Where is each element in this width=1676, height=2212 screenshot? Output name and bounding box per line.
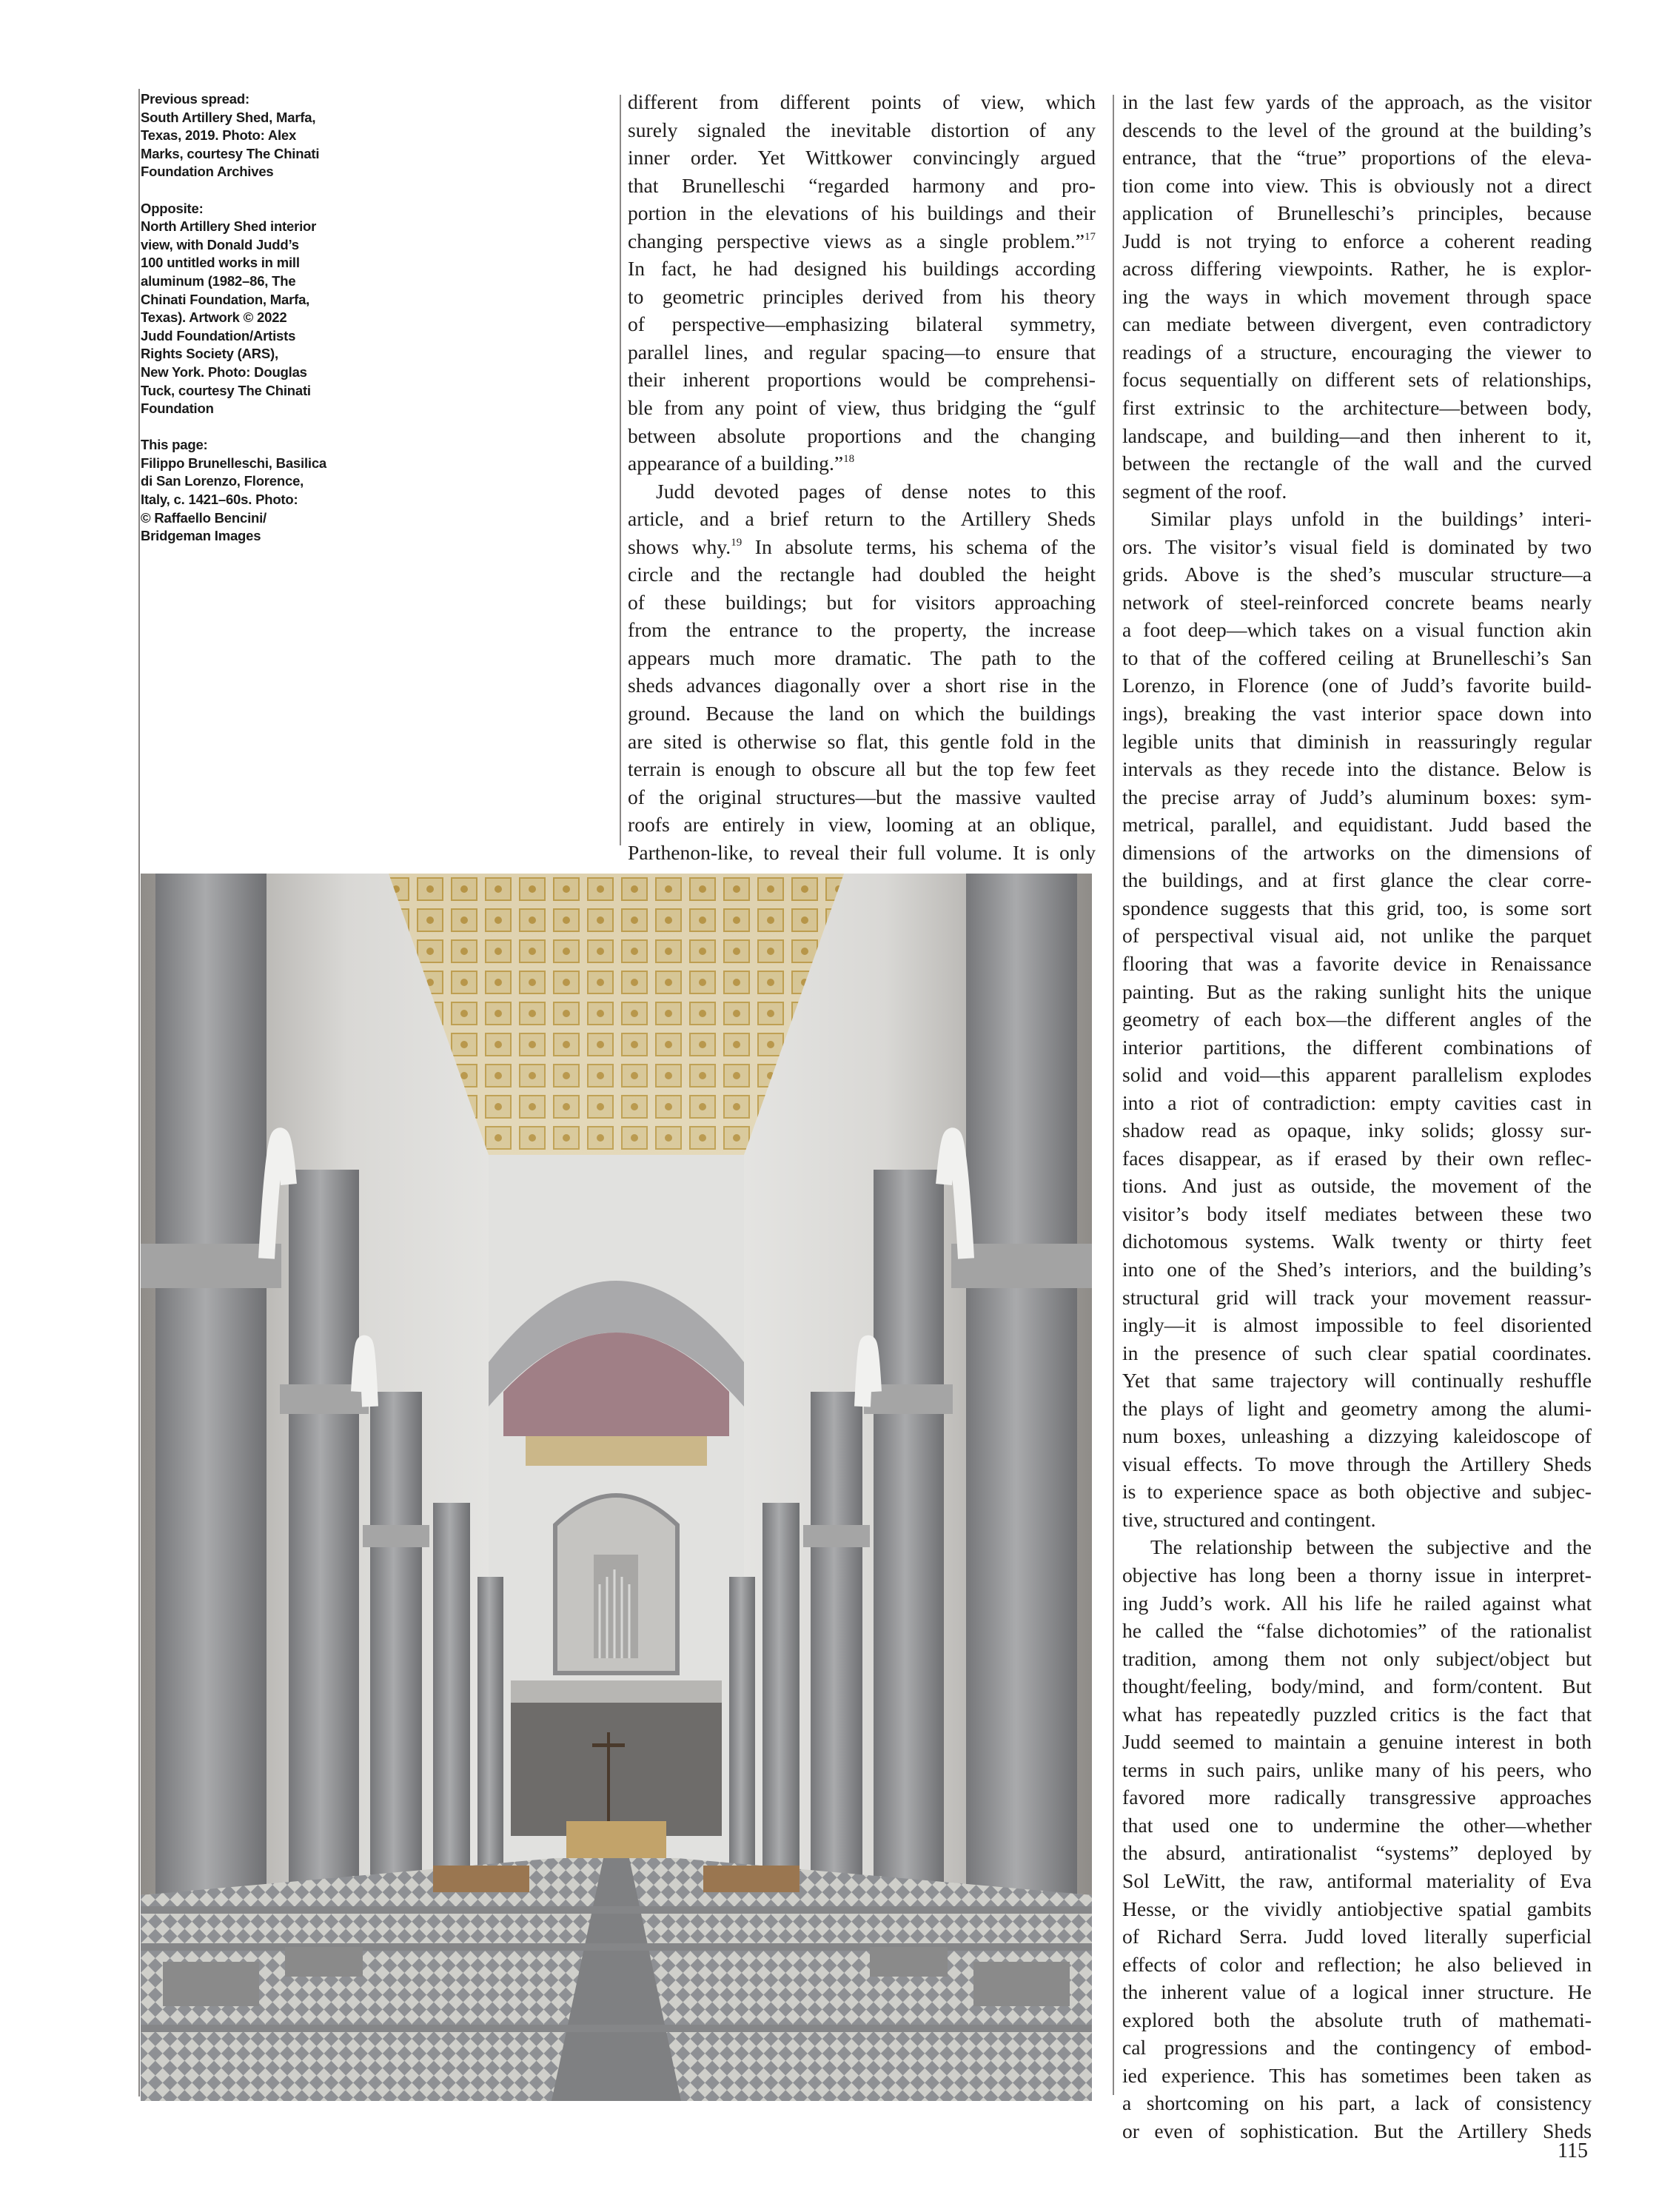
text-line [1122, 1728, 1592, 1756]
text-line-content: ied experience. This has sometimes been taken as [1122, 2063, 1592, 2087]
text-line [1122, 811, 1592, 839]
text-line [1122, 1951, 1592, 1979]
basilica-photo [141, 874, 1092, 2101]
text-line [1122, 950, 1592, 978]
text-line-content: segment of the roof. [1122, 479, 1287, 503]
text-line-content: shows why. [628, 534, 731, 558]
text-line [1122, 338, 1592, 366]
caption-line: Foundation [141, 400, 214, 417]
text-line [628, 338, 1096, 366]
text-line [1122, 422, 1592, 450]
text-line-content: the buildings, and at first glance the clear corre- [1122, 868, 1592, 892]
caption-heading: This page: [141, 437, 208, 453]
text-line-content: entrance, that the “true” proportions of the eleva- [1122, 146, 1592, 170]
text-line [1122, 1478, 1592, 1506]
text-line-content: geometry of each box—the different angles of the [1122, 1008, 1592, 1031]
text-line [628, 505, 1096, 533]
text-line-content: terrain is enough to obscure all but the top few feet [628, 757, 1096, 781]
text-line [1122, 227, 1592, 255]
pews-left [433, 1866, 529, 1892]
text-line-content: ing Judd’s work. All his life he railed against what [1122, 1591, 1592, 1615]
caption-heading: Previous spread: [141, 91, 249, 107]
text-line [628, 700, 1096, 728]
text-line [1122, 755, 1592, 783]
text-line [1122, 894, 1592, 922]
text-line-content: objective has long been a thorny issue in interpret- [1122, 1563, 1592, 1586]
caption-line: Foundation Archives [141, 164, 274, 180]
text-line-content: parallel lines, and regular spacing—to ensure that [628, 340, 1096, 363]
organ-balcony [511, 1680, 722, 1703]
caption-line: view, with Donald Judd’s [141, 236, 299, 252]
text-line-content: grids. Above is the shed’s muscular structure—a [1122, 563, 1592, 586]
text-line [1122, 2062, 1592, 2090]
footnote-marker[interactable]: 17 [1085, 230, 1096, 243]
text-line-content: Sol LeWitt, the raw, antiformal materiality of Eva [1122, 1869, 1592, 1892]
text-line-content: to geometric principles derived from his theory [628, 284, 1096, 308]
text-line-content: visual effects. To move through the Artillery Sheds [1122, 1452, 1592, 1475]
text-line-content: flooring that was a favorite device in Renaissance [1122, 951, 1592, 975]
text-line [628, 839, 1096, 867]
text-line-content: landscape, and building—and then inherent to it, [1122, 423, 1592, 447]
text-line-content: surely signaled the inevitable distortion of any [628, 118, 1096, 141]
text-line-content: structural grid will track your movement reassur- [1122, 1285, 1592, 1309]
text-line-content: ingly—it is almost impossible to feel disoriented [1122, 1313, 1592, 1337]
text-line [1122, 199, 1592, 227]
text-line-content: that Brunelleschi “regarded harmony and pro- [628, 173, 1096, 197]
caption-line: © Raffaello Bencini/ [141, 509, 267, 526]
text-line [1122, 2034, 1592, 2062]
text-line-content: that used one to undermine the other—whether [1122, 1813, 1592, 1837]
text-line [628, 310, 1096, 338]
text-line-content: of perspectival visual aid, not unlike the parquet [1122, 924, 1592, 948]
text-line [628, 422, 1096, 450]
text-line [628, 283, 1096, 311]
text-line-content: the absurd, antirationalist “systems” deployed by [1122, 1841, 1592, 1865]
footnote-marker[interactable]: 19 [731, 536, 743, 549]
text-line-content: appears much more dramatic. The path to the [628, 646, 1096, 669]
text-line [628, 616, 1096, 644]
text-line [1122, 477, 1592, 506]
text-line-content: Judd devoted pages of dense notes to this [656, 479, 1096, 503]
text-line [1122, 1144, 1592, 1173]
text-line-content: favored more radically transgressive approaches [1122, 1786, 1592, 1809]
text-line [628, 227, 1096, 255]
caption-line: Texas, 2019. Photo: Alex [141, 127, 297, 144]
text-line-content: between absolute proportions and the changing [628, 423, 1096, 447]
text-line [1122, 1978, 1592, 2006]
text-line-content: Judd seemed to maintain a genuine interest in both [1122, 1730, 1592, 1754]
text-line-content: tion come into view. This is obviously not a direct [1122, 173, 1592, 197]
text-line [628, 366, 1096, 394]
text-line [1122, 1506, 1592, 1534]
text-line [1122, 1311, 1592, 1339]
text-line [1122, 88, 1592, 116]
text-line-content: the inherent value of a logical inner structure. He [1122, 1980, 1592, 2004]
text-line-content: Parthenon-like, to reveal their full volume. It is only [628, 840, 1096, 864]
text-line [1122, 728, 1592, 756]
text-line-content: readings of a structure, encouraging the viewer to [1122, 340, 1592, 363]
text-line [1122, 1533, 1592, 1561]
text-line-content: descends to the level of the ground at the building’s [1122, 118, 1592, 141]
text-line-content: of these buildings; but for visitors approaching [628, 590, 1096, 614]
text-line-content: explored both the absolute truth of mathemati- [1122, 2008, 1592, 2031]
text-line [1122, 783, 1592, 811]
right-column-rule [1113, 95, 1114, 2095]
text-line-content: The relationship between the subjective and the [1150, 1535, 1592, 1559]
text-line-content: in the last few yards of the approach, as the visitor [1122, 90, 1592, 113]
text-line-content: sheds advances diagonally over a short rise in the [628, 674, 1096, 697]
text-line-content: circle and the rectangle had doubled the height [628, 563, 1096, 586]
text-line [628, 172, 1096, 200]
text-line [1122, 1700, 1592, 1729]
caption-block [141, 436, 363, 546]
text-line [1122, 1422, 1592, 1450]
organ [594, 1555, 638, 1658]
text-line [1122, 2006, 1592, 2034]
text-line-content: ings), breaking the vast interior space down into [1122, 702, 1592, 725]
middle-column-rule [620, 95, 621, 845]
text-line-content: legible units that diminish in reassuringly regular [1122, 729, 1592, 753]
text-line [1122, 1867, 1592, 1895]
text-line [628, 394, 1096, 422]
text-line-content: of perspective—emphasizing bilateral symmetry, [628, 312, 1096, 336]
text-line [1122, 394, 1592, 422]
text-line-content: across differing viewpoints. Rather, he is explor- [1122, 257, 1592, 281]
text-line [628, 644, 1096, 672]
text-line [1122, 1589, 1592, 1618]
caption-line: Judd Foundation/Artists [141, 327, 296, 343]
text-line-content: cal progressions and the contingency of embod- [1122, 2036, 1592, 2059]
text-line-content: shadow read as opaque, inky solids; glossy sur- [1122, 1119, 1592, 1142]
text-line-content: Similar plays unfold in the buildings’ interi- [1150, 507, 1592, 531]
text-line-content: or even of sophistication. But the Artillery Sheds [1122, 2119, 1592, 2142]
text-line [628, 671, 1096, 700]
text-line-content: of Richard Serra. Judd loved literally superficial [1122, 1925, 1592, 1948]
text-line [1122, 1756, 1592, 1784]
text-line-content: In absolute terms, his schema of the [742, 534, 1096, 558]
text-line-content: ble from any point of view, thus bridging the “gulf [628, 396, 1096, 420]
text-line [1122, 172, 1592, 200]
caption-line: 100 untitled works in mill [141, 255, 300, 271]
text-line-content: Lorenzo, in Florence (one of Judd’s favorite build- [1122, 674, 1592, 697]
text-line-content: in the presence of such clear spatial coordinates. [1122, 1341, 1592, 1364]
text-line [628, 783, 1096, 811]
text-line [1122, 1395, 1592, 1423]
text-line [1122, 1033, 1592, 1062]
text-line-content: roofs are entirely in view, looming at an oblique, [628, 813, 1096, 837]
text-line-content: tions. And just as outside, the movement of the [1122, 1174, 1592, 1198]
text-line-content: application of Brunelleschi’s principles, because [1122, 201, 1592, 225]
text-line-content: to that of the coffered ceiling at Brunelleschi’s San [1122, 646, 1592, 669]
text-line-content: tive, structured and contingent. [1122, 1507, 1376, 1531]
text-line [1122, 310, 1592, 338]
text-line-content: focus sequentially on different sets of relationships, [1122, 368, 1592, 392]
text-line-content: dichotomous systems. Walk twenty or thirty feet [1122, 1230, 1592, 1253]
text-line [1122, 366, 1592, 394]
caption-line: Bridgeman Images [141, 528, 261, 544]
text-line [628, 144, 1096, 172]
text-line-content: the plays of light and geometry among the alumi- [1122, 1396, 1592, 1420]
text-line-content: metrical, parallel, and equidistant. Judd based the [1122, 813, 1592, 837]
article-body-right-column [1122, 88, 1592, 2145]
text-line-content: intervals as they recede into the distance. Below is [1122, 757, 1592, 781]
text-line-content: ing the ways in which movement through space [1122, 284, 1592, 308]
text-line [1122, 1783, 1592, 1812]
text-line [1122, 978, 1592, 1006]
text-line [1122, 1116, 1592, 1144]
text-line [1122, 1227, 1592, 1256]
text-line [1122, 1284, 1592, 1312]
text-line [1122, 1172, 1592, 1200]
caption-line: New York. Photo: Douglas [141, 363, 307, 380]
text-line [1122, 1339, 1592, 1367]
text-line [1122, 505, 1592, 533]
caption-line: Italy, c. 1421–60s. Photo: [141, 492, 298, 508]
text-line-content: different from different points of view, which [628, 90, 1096, 113]
caption-block [141, 200, 363, 418]
text-line [1122, 1061, 1592, 1089]
text-line [1122, 671, 1592, 700]
text-line-content: is to experience space as both objective and subjec- [1122, 1480, 1592, 1504]
text-line [1122, 1895, 1592, 1923]
footnote-marker[interactable]: 18 [843, 453, 855, 466]
text-line-content: effects of color and reflection; he also believed in [1122, 1952, 1592, 1976]
caption-line: Rights Society (ARS), [141, 346, 278, 362]
text-line [1122, 2089, 1592, 2117]
text-line-content: network of steel-reinforced concrete beams nearly [1122, 590, 1592, 614]
text-line-content: into one of the Shed’s interiors, and the building’s [1122, 1257, 1592, 1281]
text-line-content: In fact, he had designed his buildings according [628, 257, 1096, 281]
text-line [628, 449, 1096, 477]
text-line-content: ors. The visitor’s visual field is dominated by two [1122, 534, 1592, 558]
text-line-content: a shortcoming on his part, a lack of consistency [1122, 2091, 1592, 2115]
text-line-content: spondence suggests that this grid, too, is some sort [1122, 896, 1592, 919]
text-line [628, 199, 1096, 227]
caption-heading: Opposite: [141, 200, 204, 216]
text-line [1122, 283, 1592, 311]
text-line-content: thought/feeling, body/mind, and form/content. But [1122, 1675, 1592, 1698]
text-line [1122, 1005, 1592, 1033]
text-line [1122, 1923, 1592, 1951]
text-line-content: dimensions of the artworks on the dimensions of [1122, 840, 1592, 864]
text-line-content: a foot deep—which takes on a visual function akin [1122, 618, 1592, 642]
text-line-content: he called the “false dichotomies” of the rationalist [1122, 1619, 1592, 1643]
text-line-content: faces disappear, as if erased by their own reflec- [1122, 1146, 1592, 1170]
text-line-content: num boxes, unleashing a dizzying kaleidoscope of [1122, 1424, 1592, 1448]
text-line [1122, 1200, 1592, 1228]
caption-column-rule [138, 89, 140, 2097]
text-line [1122, 866, 1592, 894]
text-line [628, 589, 1096, 617]
text-line-content: can mediate between divergent, even contradictory [1122, 312, 1592, 336]
article-body-middle-column [628, 88, 1096, 866]
caption-line: Tuck, courtesy The Chinati [141, 382, 311, 398]
text-line-content: painting. But as the raking sunlight hits the unique [1122, 979, 1592, 1003]
text-line [1122, 922, 1592, 950]
caption-line: Filippo Brunelleschi, Basilica [141, 455, 327, 471]
text-line-content: portion in the elevations of his buildings and their [628, 201, 1096, 225]
text-line-content: interior partitions, the different combinations of [1122, 1035, 1592, 1059]
caption-line: di San Lorenzo, Florence, [141, 473, 304, 489]
text-line [1122, 1617, 1592, 1645]
text-line [1122, 1645, 1592, 1673]
altar [566, 1821, 666, 1858]
text-line-content: inner order. Yet Wittkower convincingly argued [628, 146, 1096, 170]
caption-line: aluminum (1982–86, The [141, 272, 296, 289]
text-line [1122, 1089, 1592, 1117]
text-line-content: terms in such pairs, unlike many of his peers, who [1122, 1757, 1592, 1781]
text-line-content: into a riot of contradiction: empty cavities cast in [1122, 1090, 1592, 1114]
text-line-content: ground. Because the land on which the buildings [628, 702, 1096, 725]
text-line-content: article, and a brief return to the Artillery Sheds [628, 507, 1096, 531]
text-line-content: appearance of a building.” [628, 452, 844, 475]
caption-line: North Artillery Shed interior [141, 218, 317, 235]
text-line [1122, 1672, 1592, 1700]
text-line [1122, 1561, 1592, 1589]
text-line [1122, 533, 1592, 561]
text-line-content: from the entrance to the property, the increase [628, 618, 1096, 642]
text-line [628, 116, 1096, 144]
text-line [1122, 560, 1592, 589]
text-line-content: between the rectangle of the wall and the curved [1122, 452, 1592, 475]
text-line-content: changing perspective views as a single problem.” [628, 229, 1085, 252]
text-line [1122, 1450, 1592, 1478]
text-line-content: their inherent proportions would be comprehensi- [628, 368, 1096, 392]
text-line [1122, 1839, 1592, 1867]
text-line-content: Yet that same trajectory will continually reshuffle [1122, 1369, 1592, 1392]
text-line-content: the precise array of Judd’s aluminum boxes: sym- [1122, 785, 1592, 808]
photo-captions [141, 90, 363, 563]
text-line [1122, 839, 1592, 867]
text-line [628, 728, 1096, 756]
text-line-content: are sited is otherwise so flat, this gentle fold in the [628, 729, 1096, 753]
text-line [1122, 1256, 1592, 1284]
text-line-content: Judd is not trying to enforce a coherent reading [1122, 229, 1592, 252]
text-line [628, 755, 1096, 783]
text-line [1122, 589, 1592, 617]
text-line [628, 560, 1096, 589]
page-number: 115 [1558, 2139, 1588, 2162]
text-line-content: visitor’s body itself mediates between these two [1122, 1201, 1592, 1225]
caption-line: South Artillery Shed, Marfa, [141, 109, 316, 125]
text-line [1122, 116, 1592, 144]
text-line [1122, 144, 1592, 172]
text-line [1122, 616, 1592, 644]
text-line [1122, 1367, 1592, 1395]
text-line [628, 88, 1096, 116]
text-line [1122, 255, 1592, 283]
text-line [628, 811, 1096, 839]
text-line [628, 477, 1096, 506]
text-line [1122, 700, 1592, 728]
text-line [628, 533, 1096, 561]
text-line [1122, 1812, 1592, 1840]
text-line-content: first extrinsic to the architecture—between body, [1122, 396, 1592, 420]
caption-line: Texas). Artwork © 2022 [141, 309, 287, 326]
caption-block [141, 90, 363, 181]
text-line [628, 255, 1096, 283]
text-line [1122, 2117, 1592, 2145]
text-line [1122, 644, 1592, 672]
text-line-content: Hesse, or the vividly antiobjective spatial gambits [1122, 1897, 1592, 1920]
pews-right [703, 1866, 800, 1892]
text-line-content: solid and void—this apparent parallelism explodes [1122, 1063, 1592, 1087]
caption-line: Chinati Foundation, Marfa, [141, 291, 310, 307]
basilica-nave-image [141, 874, 1092, 2101]
caption-line: Marks, courtesy The Chinati [141, 145, 320, 161]
text-line [1122, 449, 1592, 477]
text-line-content: what has repeatedly puzzled critics is the fact that [1122, 1702, 1592, 1726]
text-line-content: of the original structures—but the massive vaulted [628, 785, 1096, 808]
text-line-content: tradition, among them not only subject/object but [1122, 1646, 1592, 1670]
